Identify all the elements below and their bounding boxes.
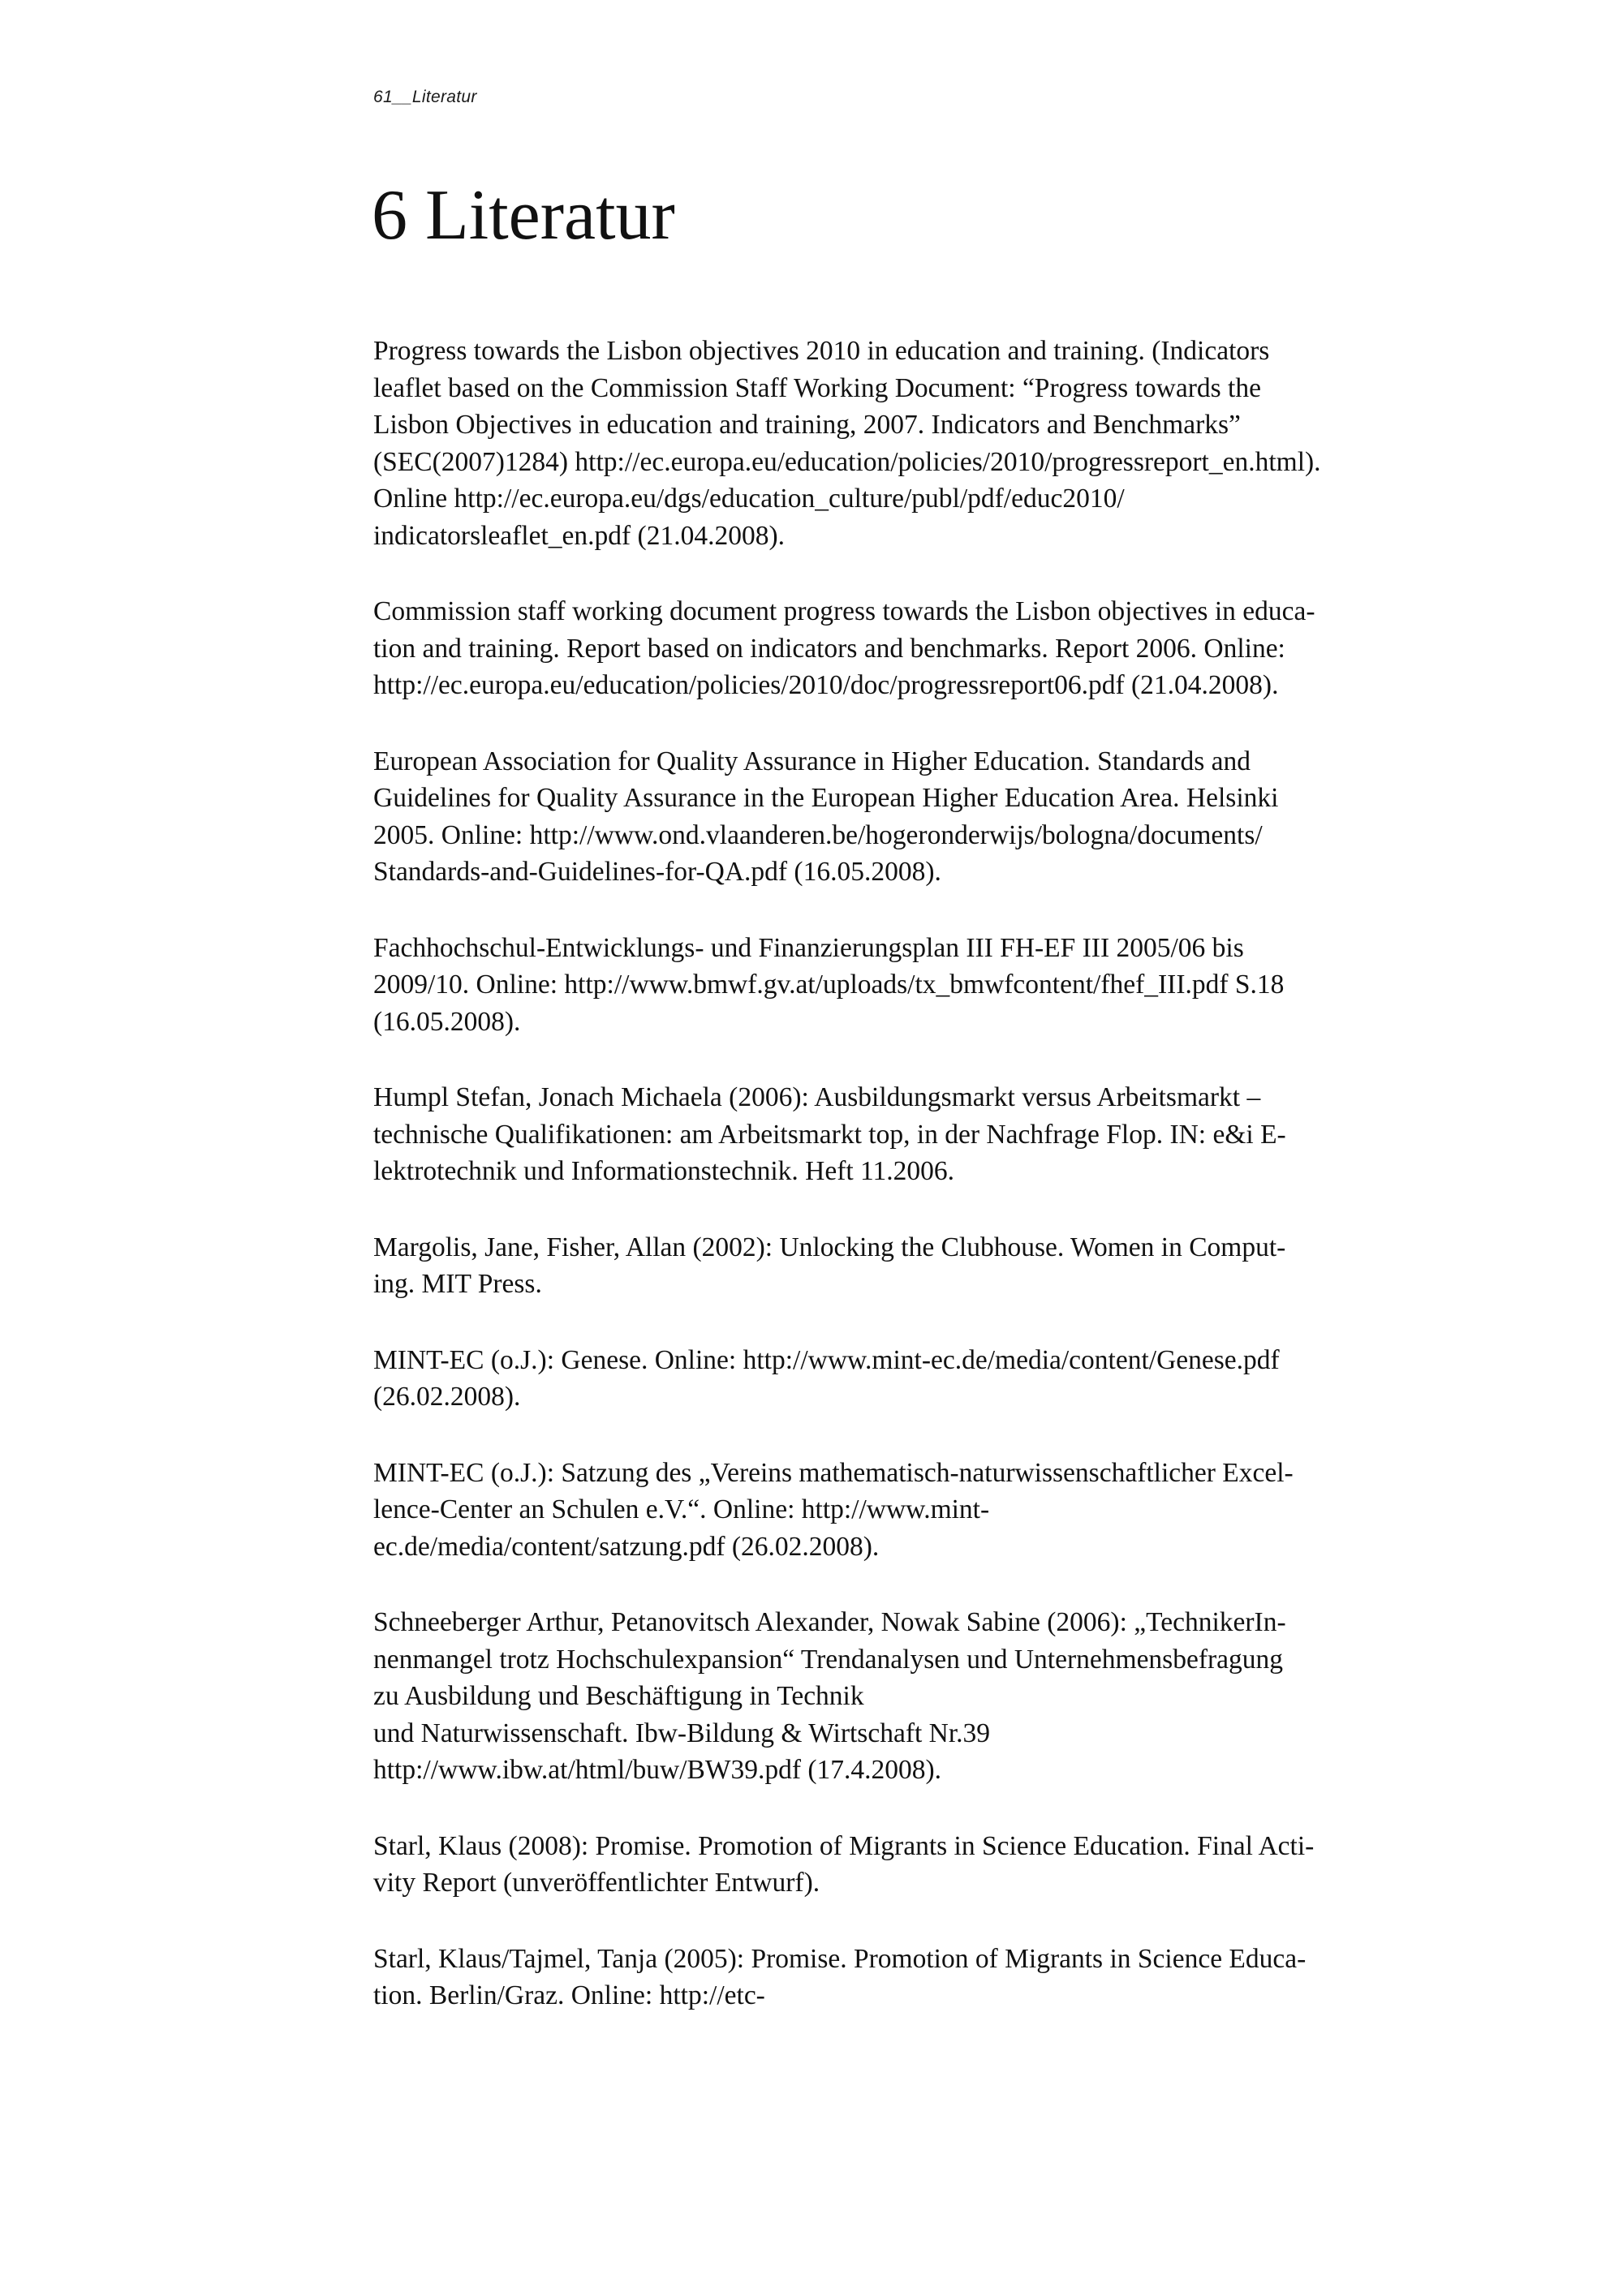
reference-line: nenmangel trotz Hochschulexpansion“ Trendanalysen und Unternehmensbefragung <box>373 1644 1284 1675</box>
reference-line: Fachhochschul-Entwicklungs- und Finanzierungsplan III FH-EF III 2005/06 bis <box>373 932 1244 963</box>
reference-line: (SEC(2007)1284) http://ec.europa.eu/education/policies/2010/progressreport_en.html). <box>373 446 1321 477</box>
reference-line: tion and training. Report based on indicators and benchmarks. Report 2006. Online: <box>373 633 1285 664</box>
reference-line: indicatorsleaflet_en.pdf (21.04.2008). <box>373 520 785 551</box>
reference-entry <box>373 333 1461 554</box>
reference-line: vity Report (unveröffentlichter Entwurf). <box>373 1868 820 1898</box>
reference-line: zu Ausbildung und Beschäftigung in Technik <box>373 1681 864 1711</box>
reference-entry <box>373 1229 1461 1303</box>
reference-list <box>373 333 1461 2053</box>
reference-line: (26.02.2008). <box>373 1382 521 1412</box>
reference-line: technische Qualifikationen: am Arbeitsmarkt top, in der Nachfrage Flop. IN: e&i E- <box>373 1119 1286 1150</box>
reference-line: MINT-EC (o.J.): Genese. Online: http://www.mint-ec.de/media/content/Genese.pdf <box>373 1344 1280 1375</box>
reference-entry <box>373 930 1461 1041</box>
reference-entry <box>373 1828 1461 1902</box>
reference-line: tion. Berlin/Graz. Online: http://etc- <box>373 1980 765 2010</box>
reference-line: ing. MIT Press. <box>373 1269 542 1299</box>
reference-line: Guidelines for Quality Assurance in the European Higher Education Area. Helsinki <box>373 783 1279 813</box>
reference-line: MINT-EC (o.J.): Satzung des „Vereins mathematisch-naturwissenschaftlicher Excel- <box>373 1457 1294 1488</box>
reference-line: Progress towards the Lisbon objectives 2010 in education and training. (Indicators <box>373 336 1270 366</box>
reference-line: Starl, Klaus/Tajmel, Tanja (2005): Promise. Promotion of Migrants in Science Educa- <box>373 1943 1307 1974</box>
reference-line: Margolis, Jane, Fisher, Allan (2002): Unlocking the Clubhouse. Women in Comput- <box>373 1232 1286 1262</box>
reference-line: lence-Center an Schulen e.V.“. Online: http://www.mint- <box>373 1494 990 1524</box>
reference-entry <box>373 1342 1461 1416</box>
reference-line: leaflet based on the Commission Staff Working Document: “Progress towards the <box>373 372 1261 403</box>
reference-entry <box>373 1604 1461 1789</box>
page-title: 6 Literatur <box>372 176 675 255</box>
reference-line: lektrotechnik und Informationstechnik. Heft 11.2006. <box>373 1156 955 1186</box>
reference-line: Online http://ec.europa.eu/dgs/education_culture/publ/pdf/educ2010/ <box>373 484 1125 514</box>
reference-entry <box>373 1941 1461 2014</box>
reference-entry <box>373 1455 1461 1566</box>
reference-line: 2005. Online: http://www.ond.vlaanderen.be/hogeronderwijs/bologna/documents/ <box>373 819 1263 850</box>
reference-line: European Association for Quality Assurance in Higher Education. Standards and <box>373 746 1251 776</box>
reference-line: Starl, Klaus (2008): Promise. Promotion of Migrants in Science Education. Final Acti- <box>373 1830 1315 1861</box>
reference-line: Humpl Stefan, Jonach Michaela (2006): Ausbildungsmarkt versus Arbeitsmarkt – <box>373 1082 1261 1112</box>
reference-entry <box>373 743 1461 891</box>
reference-line: 2009/10. Online: http://www.bmwf.gv.at/uploads/tx_bmwfcontent/fhef_III.pdf S.18 <box>373 970 1285 1000</box>
reference-line: und Naturwissenschaft. Ibw-Bildung & Wirtschaft Nr.39 <box>373 1718 991 1748</box>
reference-line: http://ec.europa.eu/education/policies/2010/doc/progressreport06.pdf (21.04.2008). <box>373 670 1279 700</box>
reference-entry <box>373 593 1461 704</box>
reference-line: (16.05.2008). <box>373 1006 521 1037</box>
reference-line: http://www.ibw.at/html/buw/BW39.pdf (17.4.2008). <box>373 1755 942 1785</box>
reference-line: Schneeberger Arthur, Petanovitsch Alexander, Nowak Sabine (2006): „TechnikerIn- <box>373 1607 1286 1637</box>
reference-line: Commission staff working document progress towards the Lisbon objectives in educa- <box>373 596 1315 626</box>
reference-entry <box>373 1079 1461 1190</box>
reference-line: Standards-and-Guidelines-for-QA.pdf (16.05.2008). <box>373 857 941 887</box>
reference-line: Lisbon Objectives in education and training, 2007. Indicators and Benchmarks” <box>373 410 1241 440</box>
reference-line: ec.de/media/content/satzung.pdf (26.02.2008). <box>373 1531 880 1562</box>
running-header: 61__Literatur <box>373 88 477 106</box>
